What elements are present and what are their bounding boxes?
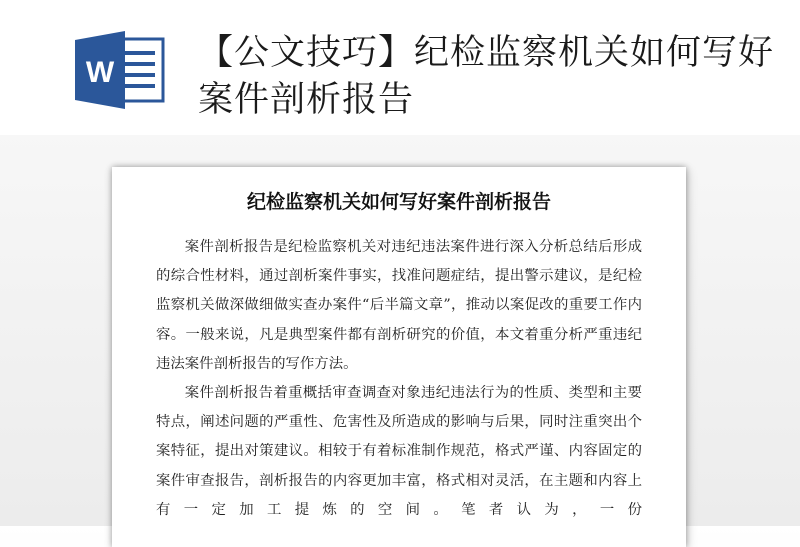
svg-text:W: W (85, 56, 115, 89)
word-document-icon (75, 31, 165, 109)
paragraph: 案件剖析报告着重概括审查调查对象违纪违法行为的性质、类型和主要特点，阐述问题的严重性、危害性及所造成的影响与后果，同时注重突出个案特征，提出对策建议。相较于有着标准制作规范，格式严谨、内容固定的案件审查报告，剖析报告的内容更加丰富，格式相对灵活，在主题和内容上有一定加工提炼的空间。笔者认为，一份 (156, 385, 642, 518)
document-title: 纪检监察机关如何写好案件剖析报告 (246, 191, 551, 213)
paragraph: 案件剖析报告是纪检监察机关对违纪违法案件进行深入分析总结后形成的综合性材料，通过剖析案件事实，找准问题症结，提出警示建议，是纪检监察机关做深做细做实查办案件“后半篇文章”，推动以案促改的重要工作内容。一般来说，凡是典型案件都有剖析研究的价值，本文着重分析严重违纪违法案件剖析报告的写作方法。 (156, 239, 642, 372)
header (0, 0, 800, 135)
document-page (112, 167, 686, 547)
document-body (156, 233, 642, 525)
page-title: 【公文技巧】纪检监察机关如何写好案件剖析报告 (198, 33, 775, 120)
